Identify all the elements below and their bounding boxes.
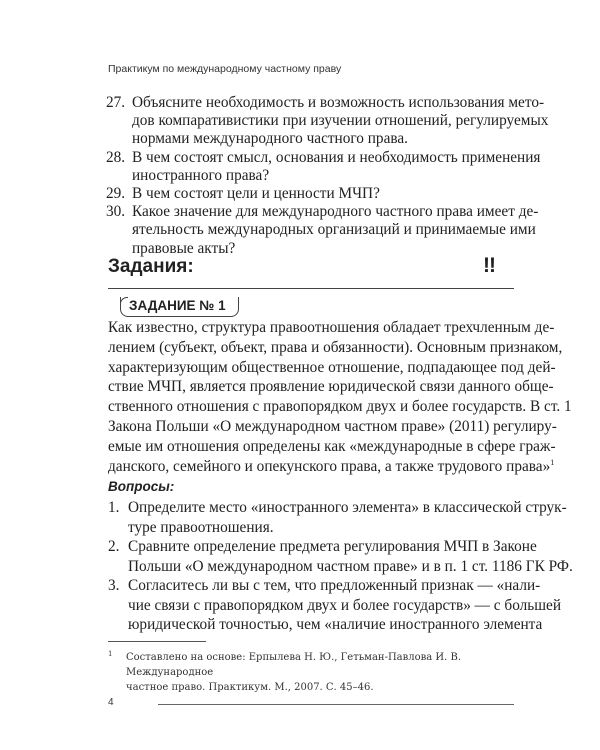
question-item [108,576,562,635]
task-text-line: Закона Польши «О международном частном праве» (2011) регулиру- [108,417,557,435]
review-question-number: 27. [106,94,126,111]
review-question-number: 29. [106,185,126,203]
review-question-line: ятельность международных организаций и принимаемые ими [132,221,536,239]
task-text-line: характеризующим общественное отношение, подпадающее под дей- [108,358,556,376]
review-question [106,148,541,185]
question-line: Согласитесь ли вы с тем, что предложенный признак — «нали- [128,577,541,594]
footnote-reference[interactable]: 1 [550,457,555,467]
review-question-line: Какое значение для международного частного права имеет де- [132,203,539,221]
task-label: ЗАДАНИЕ № 1 [120,297,239,317]
footer-divider [158,704,514,705]
review-question-line: дов компаративистики при изучении отношений, регулируемых [132,112,549,130]
question-line: туре правоотношения. [128,518,274,536]
footnote-line: частное право. Практикум. М., 2007. С. 45–46. [126,682,374,693]
review-question-number: 30. [106,203,126,221]
question-number: 3. [108,577,120,594]
review-question-line: В чем состоят цели и ценности МЧП? [132,185,380,203]
question-line: Сравните определение предмета регулирования МЧП в Законе [128,538,537,555]
task-text-line: Как известно, структура правоотношения обладает трехчленным де- [108,319,555,336]
question-line: Определите место «иностранного элемента» в классической струк- [128,499,567,516]
task-text-line: емые им отношения определены как «международные в сфере граж- [108,437,556,455]
task-text-line [108,457,555,477]
task-text-line: ственного отношения с правопорядком двух и более государств. В ст. 1 [108,398,572,416]
review-question-list [106,94,549,258]
footnote-divider [108,641,206,642]
review-question-line: правовые акты? [132,239,236,257]
review-question-line: В чем состоят смысл, основания и необходимость применения [132,148,541,166]
footnote-line: Составлено на основе: Ерпылева Н. Ю., Гетьман-Павлова И. В. Международное [126,652,462,678]
question-line: Польши «О международном частном праве» и в п. 1 ст. 1186 ГК РФ. [128,557,573,575]
question-list [108,498,573,635]
review-question [106,185,518,203]
question-number: 2. [108,538,120,555]
question-item [108,498,567,537]
tasks-heading: Задания: [108,256,194,277]
section-divider [108,288,514,289]
questions-heading: Вопросы: [108,479,175,494]
question-line: чие связи с правопорядком двух и более государств» — с большей [128,596,562,614]
task-text-line: ствие МЧП, является проявление юридической связи данного обще- [108,378,554,396]
running-head: Практикум по международному частному праву [108,63,342,75]
review-question-line: Объясните необходимость и возможность использования мето- [132,94,545,111]
review-question [106,94,549,149]
task-text-line-content: данского, семейного и опекунского права, а также трудового права» [108,457,551,475]
review-question [106,203,539,258]
question-line: юридической точностью, чем «наличие иностранного элемента [128,616,543,633]
review-question-line: иностранного права? [132,166,270,184]
question-number: 1. [108,499,120,516]
question-item [108,537,573,576]
review-question-number: 28. [106,148,126,166]
review-question-line: нормами международного частного права. [132,130,409,148]
page-number: 4 [108,697,114,708]
footnote [108,650,516,695]
footnote-number: 1 [108,650,113,658]
double-exclamation-icon: !! [483,254,495,277]
task-text [108,318,572,476]
task-text-line: лением (субъект, объект, права и обязанности). Основным признаком, [108,338,563,356]
